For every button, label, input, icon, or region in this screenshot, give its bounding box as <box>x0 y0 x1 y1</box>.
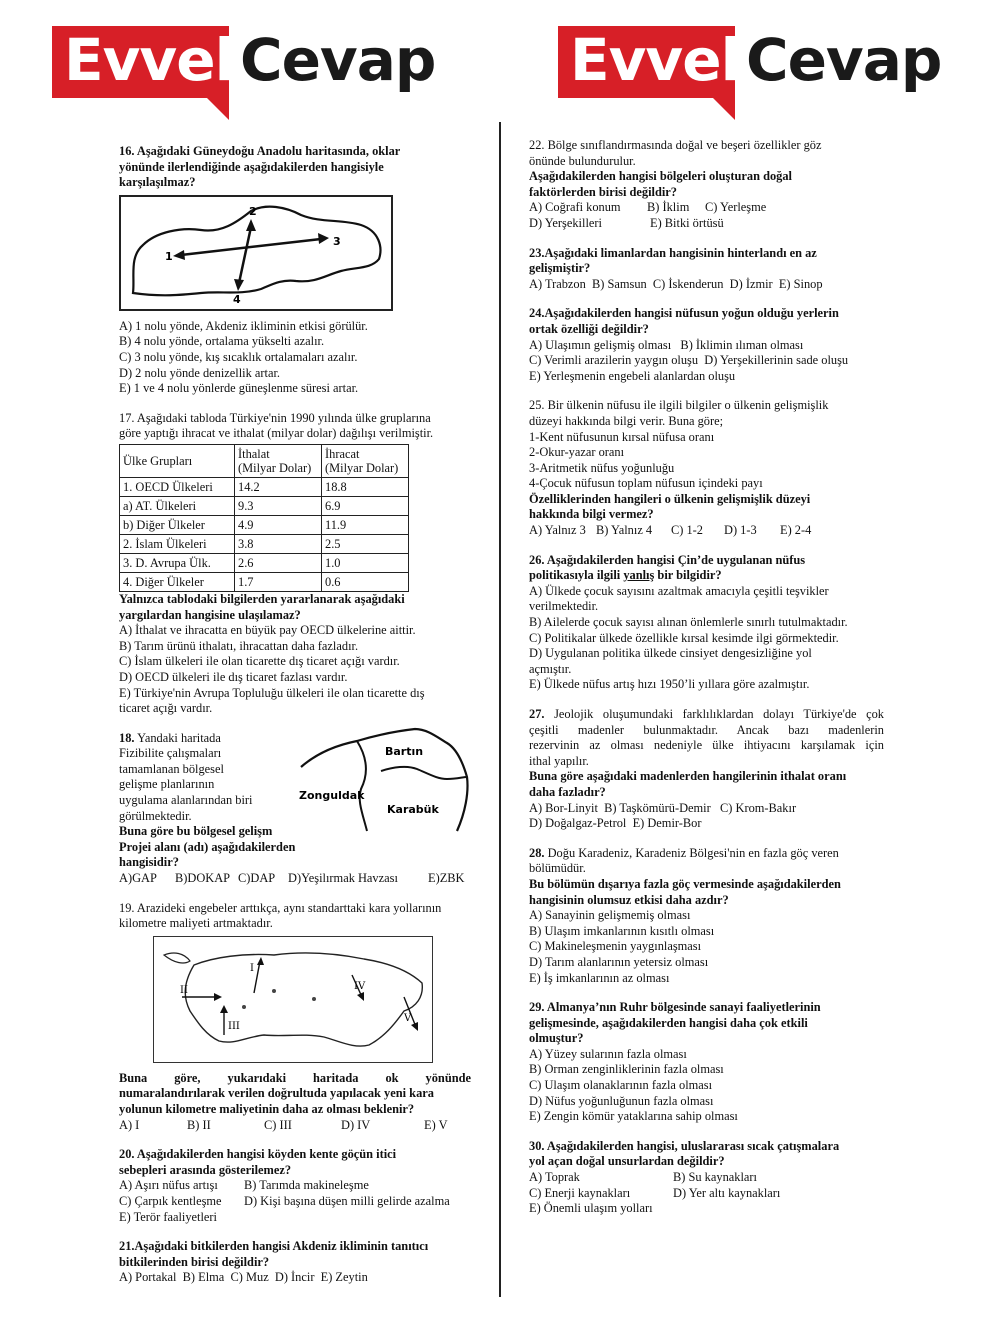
answer-option: E) V <box>424 1117 448 1132</box>
answer-option: D)Yeşilırmak Havzası <box>288 871 398 886</box>
question-prompt: numaralandırılarak verilen doğrultuda yapılacak yeni kara <box>119 1086 434 1101</box>
question-prompt: Özelliklerinden hangileri o ülkenin gelişmişlik düzeyi <box>529 491 811 506</box>
map-label: 1 <box>165 249 173 263</box>
southeast-anatolia-map-drawing <box>121 197 391 309</box>
question-prompt: hakkında bilgi vermez? <box>529 507 654 522</box>
answer-options: A) Trabzon B) Samsun C) İskenderun D) İzmir E) Sinop <box>529 276 823 291</box>
answer-option: B) Ailelerde çocuk sayısı alınan önlemlerle sınırlı tutulmaktadır. <box>529 615 848 630</box>
answer-option: C) Makineleşmenin yaygınlaşması <box>529 939 702 954</box>
question-stem: 19. Arazideki engebeler arttıkça, aynı standarttaki kara yollarının <box>119 900 442 915</box>
answer-option: D) IV <box>341 1117 371 1132</box>
answer-options: A) Portakal B) Elma C) Muz D) İncir E) Zeytin <box>119 1270 368 1285</box>
question-stem: 30. Aşağıdakilerden hangisi, uluslararası sıcak çatışmalara <box>529 1138 840 1153</box>
answer-option: A) İthalat ve ihracatta en büyük pay OECD ülkelerine aittir. <box>119 623 416 638</box>
question-stem: çeşitli madenler bulunmaktadır. Ancak bazı madenlerin <box>529 722 884 737</box>
answer-option: D) Yerşekilleri <box>529 215 602 230</box>
brand-logo-left <box>52 26 436 106</box>
map-label-zonguldak: Zonguldak <box>299 788 365 802</box>
question-prompt: faktörlerden birisi değildir? <box>529 184 677 199</box>
question-stem: önünde bulundurulur. <box>529 153 636 168</box>
question-20 <box>119 1147 471 1225</box>
question-17 <box>119 411 471 717</box>
map-label: I <box>250 962 254 974</box>
answer-option: B) İklim <box>647 200 690 215</box>
question-stem: tamamlanan bölgesel <box>119 761 224 776</box>
answer-option: B) Ulaşım imkanlarının kısıtlı olması <box>529 923 715 938</box>
answer-option: D) Tarım alanlarının yetersiz olması <box>529 954 709 969</box>
question-stem: Jeolojik oluşumundaki farklılıklardan dolayı Türkiye'de çok <box>554 707 885 721</box>
answer-option: E) Terör faaliyetleri <box>119 1209 217 1224</box>
map-label: II <box>180 984 188 996</box>
answer-option: E) Zengin kömür yataklarına sahip olması <box>529 1109 738 1124</box>
question-28 <box>529 846 884 986</box>
answer-option: E) Önemli ulaşım yolları <box>529 1201 653 1216</box>
question-30 <box>529 1139 884 1217</box>
question-stem: rezervinin az olması nedeniyle ülke ihtiyacını karşılamak için <box>529 738 884 753</box>
answer-option: A) Yalnız 3 <box>529 523 586 538</box>
map-label-karabuk: Karabük <box>387 802 439 816</box>
question-23 <box>529 246 884 293</box>
answer-option: ticaret açığı vardır. <box>119 701 213 716</box>
answer-option: D) Nüfus yoğunluğunun fazla olması <box>529 1093 714 1108</box>
answer-option: C) III <box>264 1117 292 1132</box>
answer-options <box>119 871 471 887</box>
question-prompt: hangisidir? <box>119 855 179 870</box>
turkey-map <box>153 936 433 1063</box>
answer-option: açmıştır. <box>529 661 572 676</box>
answer-option: C) Çarpık kentleşme <box>119 1193 222 1208</box>
question-stem: düzeyi hakkında bilgi verir. Buna göre; <box>529 413 724 428</box>
answer-option: E)ZBK <box>428 871 465 886</box>
answer-option: A) Ulaşımın gelişmiş olması B) İklimin ılıman olması <box>529 337 804 352</box>
answer-option: E) Ülkede nüfus artış hızı 1950’li yıllara göre azalmıştır. <box>529 677 810 692</box>
question-18 <box>119 731 471 887</box>
answer-option: A) Toprak <box>529 1170 580 1185</box>
question-number: 18. <box>119 730 135 745</box>
turkey-map-drawing <box>154 937 432 1062</box>
answer-option: A)GAP <box>119 871 157 886</box>
question-stem: 22. Bölge sınıflandırmasında doğal ve beşeri özellikler göz <box>529 138 822 152</box>
question-stem: 24.Aşağıdakilerden hangisi nüfusun yoğun olduğu yerlerin <box>529 306 839 321</box>
answer-option: D) Doğalgaz-Petrol E) Demir-Bor <box>529 816 702 831</box>
question-stem: uygulama alanlarından biri <box>119 793 253 808</box>
question-stem: ortak özelliği değildir? <box>529 321 649 336</box>
underlined-keyword: yanlış <box>623 568 655 583</box>
answer-option: A) Coğrafi konum <box>529 200 621 215</box>
question-27 <box>529 707 884 832</box>
question-22 <box>529 138 884 232</box>
question-stem: yol açan doğal unsurlardan değildir? <box>529 1154 725 1169</box>
answer-option: E) Türkiye'nin Avrupa Topluluğu ülkeleri ile olan ticarette dış <box>119 685 425 700</box>
question-stem: 21.Aşağıdaki bitkilerden hangisi Akdeniz ikliminin tanıtıcı <box>119 1239 429 1254</box>
question-19 <box>119 901 471 1134</box>
question-number: 28. <box>529 845 545 860</box>
question-stem: 29. Almanya’nın Ruhr bölgesinde sanayi faaliyetlerinin <box>529 1000 821 1015</box>
question-stem: 25. Bir ülkenin nüfusu ile ilgili bilgiler o ülkenin gelişmişlik <box>529 398 829 413</box>
answer-option: E) İş imkanlarının az olması <box>529 970 670 985</box>
question-stem: 4-Çocuk nüfusun toplam nüfusun içindeki payı <box>529 476 763 491</box>
question-stem: Fizibilite çalışmaları <box>119 746 222 761</box>
question-prompt: Yalnızca tablodaki bilgilerden yararlanarak aşağıdaki <box>119 591 405 606</box>
map-label: III <box>228 1020 240 1032</box>
question-stem: bölümüdür. <box>529 861 586 876</box>
question-stem: gelişmesinde, aşağıdakilerden hangisi daha çok etkili <box>529 1015 808 1030</box>
answer-option: D) OECD ülkeleri ile dış ticaret fazlası vardır. <box>119 669 348 684</box>
answer-option: E) 1 ve 4 nolu yönlerde güneşlenme süresi artar. <box>119 381 359 396</box>
table-header-row <box>120 444 409 477</box>
question-stem: gelişme planlarının <box>119 777 215 792</box>
answer-option: E) 2-4 <box>780 523 812 538</box>
question-stem: ithal yapılır. <box>529 753 589 768</box>
question-stem: politikasıyla ilgili yanlış bir bilgidir? <box>529 568 722 583</box>
left-column <box>119 138 471 1300</box>
question-stem: göre yaptığı ihracat ve ithalat (milyar dolar) dağılışı verilmiştir. <box>119 426 434 441</box>
question-prompt: Buna göre bu bölgesel gelişm <box>119 824 273 839</box>
question-stem: görülmektedir. <box>119 808 192 823</box>
logo-word-cevap: Cevap <box>240 26 436 94</box>
answer-option: C) Ulaşım olanaklarının fazla olması <box>529 1078 713 1093</box>
question-stem: 16. Aşağıdaki Güneydoğu Anadolu haritasında, oklar <box>119 144 401 158</box>
table-row: 1. OECD Ülkeleri 14.2 18.8 <box>120 477 409 496</box>
answer-option: D) 1-3 <box>724 523 757 538</box>
map-label: 4 <box>233 292 241 306</box>
table-header-cell: İthalat (Milyar Dolar) <box>235 444 322 477</box>
answer-option: B) Tarım ürünü ithalatı, ihracattan daha fazladır. <box>119 638 359 653</box>
answer-option: C) İslam ülkeleri ile olan ticarette dış ticaret açığı vardır. <box>119 654 400 669</box>
answer-option: C)DAP <box>238 871 276 886</box>
answer-option: verilmektedir. <box>529 599 599 614</box>
table-row: 4. Diğer Ülkeler 1.7 0.6 <box>120 572 409 591</box>
question-prompt: Buna göre aşağıdaki madenlerden hangilerinin ithalat oranı <box>529 769 847 784</box>
answer-option: D) Uygulanan politika ülkede cinsiyet dengesizliğine yol <box>529 646 812 661</box>
column-divider <box>499 122 501 1297</box>
answer-option: C) 3 nolu yönde, kış sıcaklık ortalamaları azalır. <box>119 349 358 364</box>
answer-option: B) Orman zenginliklerinin fazla olması <box>529 1062 724 1077</box>
map-label: V <box>404 1012 412 1024</box>
answer-option: C) Yerleşme <box>705 200 767 215</box>
answer-option: A) Ülkede çocuk sayısını azaltmak amacıyla çeşitli teşvikler <box>529 583 829 598</box>
answer-option: B) 4 nolu yönde, ortalama yükselti azalır. <box>119 334 325 349</box>
answer-option: A) Aşırı nüfus artışı <box>119 1178 218 1193</box>
question-stem: 26. Aşağıdakilerden hangisi Çin’de uygulanan nüfus <box>529 552 806 567</box>
answer-option: B) Yalnız 4 <box>596 523 653 538</box>
question-stem: kilometre maliyeti artmaktadır. <box>119 916 273 931</box>
brand-logo-right <box>558 26 942 106</box>
question-16 <box>119 144 471 397</box>
answer-option: C) Verimli arazilerin yaygın oluşu D) Yerşekillerinin sade oluşu <box>529 353 849 368</box>
question-prompt: Aşağıdakilerden hangisi bölgeleri oluşturan doğal <box>529 169 792 184</box>
question-prompt: daha fazladır? <box>529 784 606 799</box>
table-header-cell: Ülke Grupları <box>120 444 235 477</box>
question-21 <box>119 1239 471 1286</box>
logo-word-cevap: Cevap <box>746 26 942 94</box>
table-header-cell: İhracat (Milyar Dolar) <box>322 444 409 477</box>
question-24 <box>529 306 884 384</box>
map-label: IV <box>354 980 366 992</box>
answer-option: A) I <box>119 1117 140 1132</box>
question-prompt: Projei alanı (adı) aşağıdakilerden <box>119 839 296 854</box>
question-prompt: hangisinin olumsuz etkisi daha azdır? <box>529 892 729 907</box>
question-prompt: Buna göre, yukarıdaki haritada ok yönünde <box>119 1070 471 1085</box>
answer-option: E) Bitki örtüsü <box>650 215 724 230</box>
map-label: 3 <box>333 234 341 248</box>
answer-option: B)DOKAP <box>175 871 231 886</box>
trade-table <box>119 444 409 592</box>
question-number: 27. <box>529 707 545 721</box>
answer-option: B) Tarımda makineleşme <box>244 1178 369 1193</box>
question-stem: 3-Aritmetik nüfus yoğunluğu <box>529 460 675 475</box>
question-stem: sebepleri arasında gösterilemez? <box>119 1162 292 1177</box>
table-row: b) Diğer Ülkeler 4.9 11.9 <box>120 515 409 534</box>
zonguldak-region-map <box>297 723 475 835</box>
answer-option: A) 1 nolu yönde, Akdeniz ikliminin etkisi görülür. <box>119 318 368 333</box>
answer-option: E) Yerleşmenin engebeli alanlardan oluşu <box>529 368 736 383</box>
map-label: 2 <box>249 204 257 218</box>
question-stem: 23.Aşağıdaki limanlardan hangisinin hinterlandı en az <box>529 245 817 260</box>
question-25 <box>529 398 884 538</box>
table-row: 2. İslam Ülkeleri 3.8 2.5 <box>120 534 409 553</box>
question-prompt: yargılardan hangisine ulaşılamaz? <box>119 607 301 622</box>
answer-option: B) II <box>187 1117 211 1132</box>
question-stem: karşılaşılmaz? <box>119 175 196 190</box>
question-26 <box>529 553 884 693</box>
answer-option: D) Kişi başına düşen milli gelirde azalma <box>244 1193 450 1208</box>
question-prompt: yolunun kilometre maliyetinin daha az olması beklenir? <box>119 1102 415 1116</box>
answer-option: B) Su kaynakları <box>673 1170 757 1185</box>
answer-option: D) Yer altı kaynakları <box>673 1185 781 1200</box>
logo-word-evvel: Evvel <box>64 26 234 94</box>
question-stem: Doğu Karadeniz, Karadeniz Bölgesi'nin en fazla göç veren <box>547 845 839 860</box>
table-row: 3. D. Avrupa Ülk. 2.6 1.0 <box>120 553 409 572</box>
question-stem: 20. Aşağıdakilerden hangisi köyden kente göçün itici <box>119 1147 397 1162</box>
question-stem: bitkilerinden birisi değildir? <box>119 1254 270 1269</box>
answer-option: A) Sanayinin gelişmemiş olması <box>529 908 691 923</box>
question-stem: olmuştur? <box>529 1031 584 1046</box>
question-stem: yönünde ilerlendiğinde aşağıdakilerden hangisiyle <box>119 159 384 174</box>
answer-options <box>119 1118 471 1134</box>
question-prompt: Bu bölümün dışarıya fazla göç vermesinde aşağıdakilerden <box>529 876 841 891</box>
answer-option: A) Yüzey sularının fazla olması <box>529 1046 687 1061</box>
answer-option: C) Enerji kaynakları <box>529 1185 631 1200</box>
right-column <box>529 138 884 1231</box>
question-29 <box>529 1000 884 1125</box>
question-stem: Yandaki haritada <box>137 730 221 745</box>
question-stem: 17. Aşağıdaki tabloda Türkiye'nin 1990 yılında ülke gruplarına <box>119 410 431 425</box>
answer-option: D) 2 nolu yönde denizellik artar. <box>119 365 281 380</box>
answer-option: C) Politikalar ülkede özellikle kırsal kesimde ilgi görmektedir. <box>529 630 839 645</box>
question-stem: 2-Okur-yazar oranı <box>529 445 625 460</box>
answer-option: A) Bor-Linyit B) Taşkömürü-Demir C) Krom-Bakır <box>529 800 797 815</box>
question-stem: 1-Kent nüfusunun kırsal nüfusa oranı <box>529 429 715 444</box>
question-stem: gelişmiştir? <box>529 261 591 276</box>
table-row: a) AT. Ülkeleri 9.3 6.9 <box>120 496 409 515</box>
answer-option: C) 1-2 <box>671 523 704 538</box>
logo-word-evvel: Evvel <box>570 26 740 94</box>
southeast-anatolia-map <box>119 195 393 311</box>
map-label-bartin: Bartın <box>385 744 424 758</box>
